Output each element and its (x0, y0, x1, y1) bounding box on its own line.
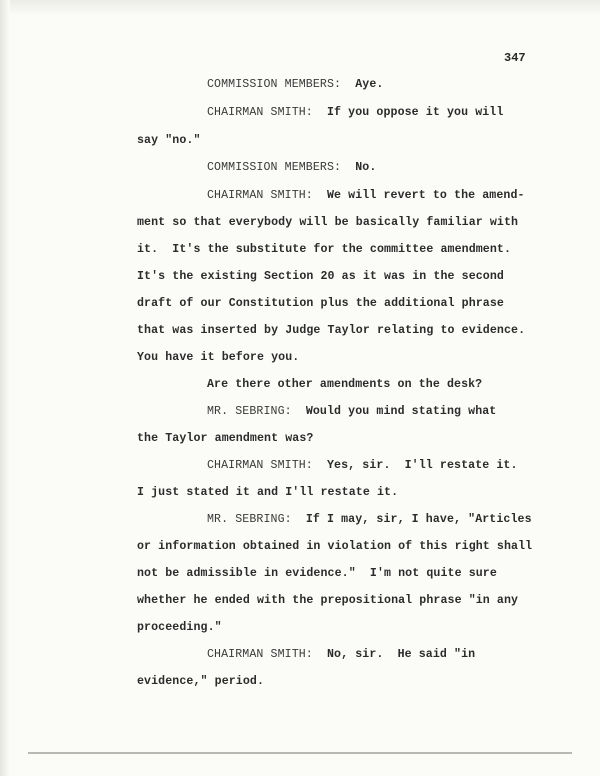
line-text: the Taylor amendment was? (137, 432, 314, 445)
page-top-edge (0, 0, 600, 16)
transcript-line (207, 106, 503, 120)
transcript-line (137, 216, 518, 230)
line-text: Yes, sir. I'll restate it. (312, 459, 518, 472)
speaker-label: COMMISSION MEMBERS: (207, 78, 342, 91)
transcript-line (207, 78, 383, 92)
transcript-line (137, 324, 525, 338)
transcript-line (137, 567, 497, 581)
line-text: Would you mind stating what (291, 405, 497, 418)
speaker-label: COMMISSION MEMBERS: (207, 161, 342, 174)
speaker-label: CHAIRMAN SMITH: (207, 106, 313, 119)
line-text: draft of our Constitution plus the additional phrase (137, 297, 504, 310)
transcript-line (207, 648, 475, 662)
line-text: not be admissible in evidence." I'm not quite sure (137, 567, 497, 580)
line-text: No. (341, 161, 377, 174)
transcript-line (137, 675, 264, 689)
line-text: No, sir. He said "in (312, 648, 476, 661)
transcript-line (207, 513, 532, 527)
line-text: We will revert to the amend- (312, 189, 525, 202)
transcript-line (207, 378, 482, 392)
speaker-label: CHAIRMAN SMITH: (207, 459, 313, 472)
speaker-label: MR. SEBRING: (207, 405, 292, 418)
transcript-line (137, 540, 532, 554)
page-left-edge (0, 0, 10, 776)
transcript-line (207, 161, 376, 175)
transcript-line (137, 270, 504, 284)
transcript-line (137, 351, 299, 365)
transcript-line (137, 297, 504, 311)
transcript-line (137, 243, 511, 257)
transcript-line (137, 134, 201, 148)
transcript-line (137, 594, 518, 608)
page-bottom-rule (28, 752, 572, 754)
speaker-label: MR. SEBRING: (207, 513, 292, 526)
line-text: it. It's the substitute for the committee amendment. (137, 243, 512, 256)
line-text: ment so that everybody will be basically familiar with (137, 216, 519, 229)
speaker-label: CHAIRMAN SMITH: (207, 648, 313, 661)
line-text: say "no." (137, 134, 201, 147)
line-text: that was inserted by Judge Taylor relating to evidence. (137, 324, 526, 337)
transcript-line (137, 486, 398, 500)
line-text: whether he ended with the prepositional phrase "in any (137, 594, 519, 607)
page-number: 347 (504, 51, 526, 65)
transcript-line (207, 405, 496, 419)
line-text: I just stated it and I'll restate it. (137, 486, 399, 499)
transcript-line (137, 432, 313, 446)
line-text: Are there other amendments on the desk? (207, 378, 483, 391)
line-text: evidence," period. (137, 675, 265, 688)
line-text: or information obtained in violation of this right shall (137, 540, 533, 553)
line-text: If you oppose it you will (312, 106, 504, 119)
transcript-line (207, 189, 525, 203)
line-text: Aye. (341, 78, 384, 91)
line-text: You have it before you. (137, 351, 300, 364)
transcript-line (137, 621, 222, 635)
line-text: It's the existing Section 20 as it was in the second (137, 270, 504, 283)
line-text: If I may, sir, I have, "Articles (291, 513, 532, 526)
line-text: proceeding." (137, 621, 222, 634)
speaker-label: CHAIRMAN SMITH: (207, 189, 313, 202)
transcript-line (207, 459, 518, 473)
